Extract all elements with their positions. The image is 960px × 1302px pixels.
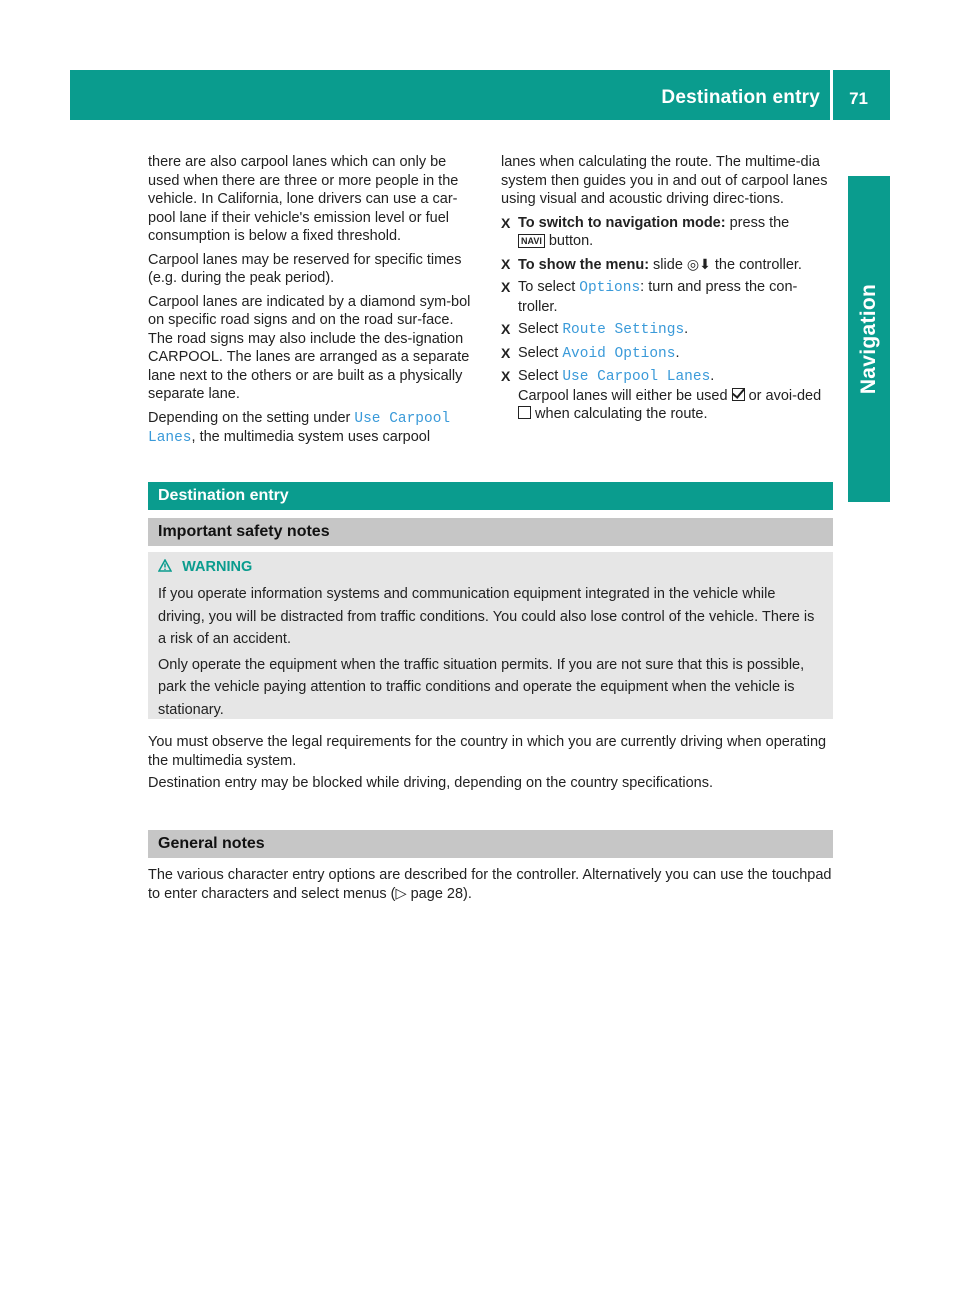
text: Select	[518, 368, 563, 384]
checkbox-checked-icon	[732, 388, 745, 401]
text: Carpool lanes will either be used	[518, 387, 732, 404]
text: Select	[518, 321, 563, 337]
step-bullet: X	[501, 321, 511, 337]
menu-item-options: Options	[579, 280, 641, 296]
paragraph	[148, 866, 833, 903]
subsection-heading-text: Important safety notes	[158, 523, 330, 540]
subsection-heading-text: General notes	[158, 835, 265, 852]
text: slide	[649, 256, 687, 273]
step-bullet: X	[501, 279, 511, 295]
general-notes	[148, 866, 833, 907]
page-reference-link[interactable]: page 28	[406, 885, 464, 902]
paragraph: lanes when calculating the route. The multime-dia system then guides you in and out of carpool lanes using visual and acoustic driving direc-tions.	[501, 154, 828, 207]
subsection-heading-general	[148, 830, 833, 858]
paragraph: Destination entry may be blocked while driving, depending on the country specifications.	[148, 775, 714, 791]
text: : turn and press the con-troller.	[518, 279, 798, 315]
text: button.	[544, 233, 594, 249]
text: .	[684, 321, 689, 337]
paragraph: Carpool lanes may be reserved for specific times (e.g. during the peak period).	[148, 251, 462, 286]
warning-label: WARNING	[182, 559, 253, 575]
text: Depending on the setting under	[148, 409, 355, 426]
right-column	[501, 153, 834, 428]
legal-notes	[148, 733, 833, 797]
paragraph	[148, 409, 480, 448]
text: Select	[518, 344, 563, 361]
controller-slide-down-icon: ◎⬇	[686, 255, 711, 272]
navi-key-icon: NAVI	[518, 234, 545, 248]
text: or avoi-ded	[744, 387, 822, 404]
step-bullet: X	[501, 344, 511, 361]
paragraph: Carpool lanes are indicated by a diamond sym-bol on specific road signs and on the road sur-face. The road signs may also include the des-ignation CARPOOL. The lanes are arranged as a separate lane next to the others or are built as a physically separate lane.	[148, 293, 471, 402]
step-select-route-settings	[501, 320, 834, 340]
step-select-avoid-options	[501, 344, 834, 364]
menu-item-use-carpool-lanes: Use Carpool Lanes	[148, 410, 451, 446]
text: .	[675, 344, 680, 361]
warning-triangle-icon	[158, 558, 176, 575]
page-number: 71	[849, 89, 868, 108]
paragraph: Only operate the equipment when the traffic situation permits. If you are not sure that this is possible, park the vehicle paying attention to traffic conditions and operate the equipment when the vehicle is stationary.	[158, 656, 805, 718]
step-bullet: X	[501, 255, 511, 272]
step-select-options	[501, 278, 834, 316]
header-title: Destination entry	[661, 87, 820, 108]
text: The various character entry options are described for the controller. Alternatively you can use the touchpad to enter characters and select menus (	[148, 867, 832, 902]
menu-item-avoid-options: Avoid Options	[562, 345, 676, 362]
section-heading	[148, 482, 833, 510]
paragraph: there are also carpool lanes which can only be used when there are three or more people in the vehicle. In California, lone drivers can use a car-pool lane if their vehicle's emission level or fuel consumption is below a fixed threshold.	[148, 154, 459, 244]
step-bullet: X	[501, 368, 511, 384]
step-bold: To switch to navigation mode:	[518, 214, 726, 231]
step-show-menu	[501, 255, 834, 275]
warning-header	[158, 558, 252, 577]
text: the controller.	[710, 256, 802, 273]
step-bold: To show the menu:	[518, 256, 650, 273]
text: , the multimedia system uses carpool	[191, 429, 431, 445]
text: when calculating the route.	[531, 406, 708, 422]
menu-item-use-carpool-lanes: Use Carpool Lanes	[562, 369, 711, 385]
warning-box	[148, 552, 833, 719]
step-switch-navigation	[501, 214, 834, 251]
warning-body	[158, 583, 826, 724]
subsection-heading-safety	[148, 518, 833, 546]
menu-item-route-settings: Route Settings	[562, 322, 685, 338]
page-reference-arrow-icon: ▷	[395, 885, 407, 902]
text: To select	[518, 279, 580, 295]
text: ).	[463, 885, 472, 902]
side-tab-label: Navigation	[856, 283, 880, 395]
text: press the	[725, 214, 790, 231]
section-heading-text: Destination entry	[158, 487, 289, 504]
text: .	[710, 368, 715, 384]
paragraph: You must observe the legal requirements for the country in which you are currently driving when operating the multimedia system.	[148, 734, 827, 769]
side-tab-navigation	[848, 176, 890, 502]
step-select-use-carpool-lanes	[501, 367, 834, 424]
checkbox-unchecked-icon	[518, 406, 531, 419]
paragraph: If you operate information systems and communication equipment integrated in the vehicle while driving, you will be distracted from traffic conditions. You could also lose control of the vehicle. There is a risk of an accident.	[158, 586, 815, 647]
page-header	[70, 70, 890, 120]
left-column	[148, 153, 480, 453]
step-bullet: X	[501, 214, 511, 231]
header-divider	[830, 70, 833, 120]
